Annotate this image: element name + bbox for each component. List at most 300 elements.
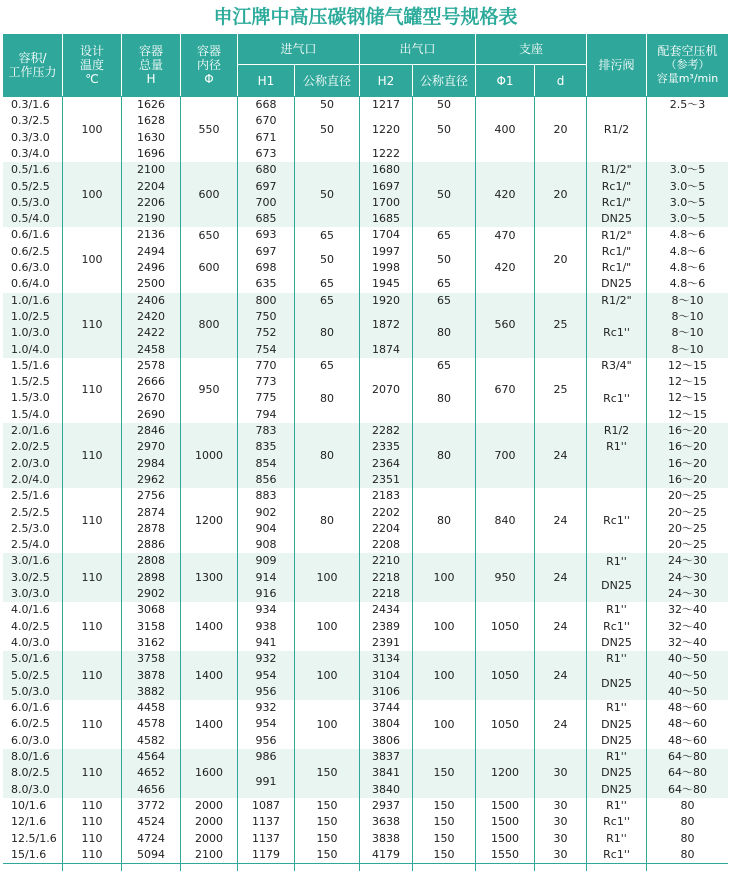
cell-h1: 680 [255, 163, 277, 177]
cell-diam: 600 [198, 261, 220, 275]
header-support: 支座 [476, 34, 586, 64]
cell-total-height: 4656 [137, 782, 165, 796]
column-separator [646, 96, 647, 871]
header-diameter-line2: 内径 [196, 58, 221, 72]
cell-compressor: 16～20 [668, 424, 707, 437]
cell-n1: 65 [320, 358, 334, 372]
column-separator [180, 96, 181, 871]
cell-compressor: 12～15 [668, 358, 707, 372]
cell-total-height: 2204 [137, 179, 165, 193]
cell-capacity-pressure: 2.5/2.5 [11, 505, 50, 519]
cell-total-height: 2962 [137, 472, 165, 486]
cell-phi: 400 [494, 122, 516, 136]
cell-capacity-pressure: 8.0/3.0 [11, 782, 50, 796]
cell-temp: 110 [81, 815, 103, 829]
header-compressor-unit: 容量m³/min [656, 72, 719, 85]
cell-d: 20 [553, 187, 568, 201]
cell-total-height: 2886 [137, 538, 165, 552]
cell-diam: 1400 [195, 619, 223, 633]
cell-h1: 770 [255, 358, 277, 372]
cell-drain: R1'' [606, 799, 627, 813]
cell-compressor: 64～80 [668, 782, 707, 796]
cell-total-height: 2670 [137, 391, 165, 405]
cell-compressor: 3.0～5 [669, 163, 706, 177]
cell-compressor: 12～15 [668, 375, 707, 389]
header-height-line2: 总量 [138, 58, 163, 72]
cell-capacity-pressure: 6.0/2.5 [11, 717, 50, 731]
cell-h1: 914 [255, 570, 277, 584]
cell-n1: 100 [316, 717, 338, 731]
cell-h1: 932 [255, 652, 277, 666]
cell-h1: 783 [255, 424, 277, 437]
cell-h1: 698 [255, 261, 277, 274]
cell-compressor: 80 [680, 847, 695, 861]
cell-h1: 854 [255, 456, 277, 470]
cell-compressor: 4.8～6 [669, 261, 706, 274]
cell-h1: 1087 [252, 798, 280, 812]
cell-n1: 50 [320, 98, 334, 112]
cell-total-height: 4458 [137, 701, 165, 715]
header-capacity-line2: 工作压力 [8, 65, 57, 79]
cell-compressor: 16～20 [668, 440, 707, 454]
header-inlet: 进气口 [238, 34, 359, 64]
cell-total-height: 3772 [137, 798, 165, 812]
cell-capacity-pressure: 1.0/4.0 [11, 342, 50, 356]
cell-h1: 794 [255, 407, 277, 421]
cell-compressor: 4.8～6 [669, 244, 706, 258]
cell-drain: DN25 [601, 733, 632, 747]
cell-h2: 1874 [372, 342, 400, 356]
cell-capacity-pressure: 0.6/1.6 [11, 228, 50, 242]
cell-h2: 3806 [372, 733, 400, 747]
cell-drain: Rc1/" [601, 261, 632, 275]
cell-temp: 100 [81, 122, 103, 136]
cell-drain: R1'' [606, 701, 627, 715]
header-temperature-line1: 设计 [79, 44, 104, 58]
column-separator [586, 96, 587, 871]
column-separator [534, 96, 535, 871]
cell-h1: 670 [255, 114, 277, 128]
cell-n2: 50 [437, 122, 451, 136]
cell-n2: 65 [437, 358, 451, 372]
cell-drain: Rc1/" [601, 244, 632, 258]
cell-n2: 65 [437, 228, 451, 242]
cell-h2: 2202 [372, 505, 400, 519]
cell-phi: 420 [494, 187, 516, 201]
cell-n1: 65 [320, 293, 334, 307]
cell-h2: 2282 [372, 424, 400, 437]
cell-h1: 883 [255, 489, 277, 503]
cell-phi: 1500 [491, 815, 519, 829]
cell-n1: 65 [320, 228, 334, 242]
cell-phi: 1050 [491, 717, 519, 731]
cell-drain: Rc1'' [603, 326, 630, 340]
cell-h2: 3638 [372, 815, 400, 829]
cell-total-height: 2898 [137, 570, 165, 584]
cell-temp: 100 [81, 253, 103, 266]
cell-total-height: 5094 [137, 847, 165, 861]
cell-n2: 50 [437, 187, 451, 201]
cell-d: 30 [553, 847, 568, 861]
cell-h1: 904 [255, 521, 277, 535]
cell-phi: 470 [494, 228, 516, 242]
cell-diam: 650 [198, 228, 220, 242]
cell-h2: 2208 [372, 538, 400, 552]
cell-n1: 80 [320, 513, 334, 527]
cell-h1: 697 [255, 179, 277, 193]
cell-capacity-pressure: 0.6/2.5 [11, 244, 50, 258]
header-temperature-line2: 温度 [79, 58, 104, 72]
cell-total-height: 1626 [137, 98, 165, 111]
cell-drain: R1'' [606, 603, 627, 617]
cell-n1: 100 [316, 570, 338, 584]
cell-h2: 1872 [372, 318, 400, 332]
column-separator [359, 96, 360, 871]
cell-total-height: 2578 [137, 358, 165, 372]
cell-h1: 685 [255, 212, 277, 226]
cell-compressor: 2.5～3 [669, 98, 706, 111]
cell-h1: 697 [255, 244, 277, 258]
cell-diam: 600 [198, 187, 220, 201]
cell-h2: 1920 [372, 293, 400, 307]
cell-temp: 110 [81, 513, 103, 527]
column-separator [237, 96, 238, 871]
cell-compressor: 80 [680, 798, 695, 812]
cell-compressor: 4.8～6 [669, 277, 706, 291]
cell-temp: 110 [81, 717, 103, 731]
cell-total-height: 2136 [137, 228, 165, 242]
cell-capacity-pressure: 8.0/2.5 [11, 766, 50, 780]
cell-h1: 1137 [252, 815, 280, 829]
cell-temp: 110 [81, 799, 103, 813]
column-separator [412, 96, 413, 871]
column-separator [62, 96, 63, 871]
cell-capacity-pressure: 1.0/2.5 [11, 309, 50, 323]
cell-total-height: 2406 [137, 293, 165, 307]
cell-h2: 2218 [372, 570, 400, 584]
cell-h2: 3104 [372, 668, 400, 682]
cell-temp: 110 [81, 448, 103, 462]
cell-total-height: 1628 [137, 114, 165, 128]
cell-h2: 3134 [372, 652, 400, 666]
cell-total-height: 3878 [137, 668, 165, 682]
cell-compressor: 40～50 [668, 652, 707, 666]
cell-capacity-pressure: 3.0/1.6 [11, 554, 50, 568]
cell-h1: 956 [255, 733, 277, 747]
cell-phi: 840 [494, 513, 516, 527]
cell-h1: 902 [255, 505, 277, 519]
cell-d: 24 [553, 619, 568, 633]
cell-h2: 1217 [372, 98, 400, 111]
cell-n1: 150 [316, 847, 338, 861]
header-diameter [181, 34, 237, 96]
cell-compressor: 3.0～5 [669, 179, 706, 193]
cell-h2: 2937 [372, 798, 400, 812]
cell-total-height: 1630 [137, 130, 165, 144]
cell-phi: 1200 [491, 766, 519, 780]
cell-drain: R1/2 [603, 424, 630, 438]
cell-phi: 1050 [491, 619, 519, 633]
cell-total-height: 2756 [137, 489, 165, 503]
cell-h1: 835 [255, 440, 277, 454]
cell-n2: 100 [433, 668, 455, 682]
cell-capacity-pressure: 10/1.6 [11, 798, 47, 812]
cell-drain: Rc1/" [601, 179, 632, 193]
cell-n1: 50 [320, 122, 334, 136]
cell-total-height: 2458 [137, 342, 165, 356]
cell-n2: 150 [433, 766, 455, 780]
cell-capacity-pressure: 1.5/4.0 [11, 407, 50, 421]
cell-h2: 4179 [372, 847, 400, 861]
header-drain: 排污阀 [587, 34, 646, 96]
cell-capacity-pressure: 8.0/1.6 [11, 750, 50, 763]
cell-diam: 1400 [195, 668, 223, 682]
cell-diam: 2100 [195, 847, 223, 861]
cell-d: 20 [553, 253, 568, 266]
cell-capacity-pressure: 1.5/2.5 [11, 375, 50, 389]
cell-phi: 420 [494, 261, 516, 275]
cell-total-height: 2422 [137, 326, 165, 340]
cell-drain: DN25 [601, 766, 632, 780]
cell-h1: 954 [255, 717, 277, 731]
cell-d: 24 [553, 717, 568, 731]
cell-diam: 2000 [195, 799, 223, 813]
cell-total-height: 4578 [137, 717, 165, 731]
cell-drain: R1'' [606, 554, 627, 568]
cell-n1: 80 [320, 391, 334, 405]
cell-n1: 50 [320, 187, 334, 201]
cell-compressor: 16～20 [668, 456, 707, 470]
cell-phi: 1050 [491, 668, 519, 682]
header-outlet: 出气口 [360, 34, 475, 64]
cell-total-height: 4724 [137, 831, 165, 845]
cell-drain: R1/2 [603, 122, 630, 136]
cell-capacity-pressure: 0.3/1.6 [11, 98, 50, 111]
cell-compressor: 8～10 [671, 293, 704, 307]
cell-temp: 110 [81, 383, 103, 397]
cell-total-height: 3882 [137, 684, 165, 698]
cell-total-height: 2690 [137, 407, 165, 421]
cell-h2: 2335 [372, 440, 400, 454]
cell-h2: 3841 [372, 766, 400, 780]
cell-d: 24 [553, 513, 568, 527]
cell-h1: 700 [255, 195, 277, 209]
cell-total-height: 4582 [137, 733, 165, 747]
cell-capacity-pressure: 2.0/1.6 [11, 424, 50, 437]
cell-total-height: 2190 [137, 212, 165, 226]
cell-n2: 100 [433, 570, 455, 584]
cell-capacity-pressure: 3.0/2.5 [11, 570, 50, 584]
cell-d: 24 [553, 448, 568, 462]
cell-diam: 2000 [195, 831, 223, 845]
cell-d: 25 [553, 383, 568, 397]
header-temperature [63, 34, 121, 96]
cell-capacity-pressure: 5.0/3.0 [11, 684, 50, 698]
cell-total-height: 3158 [137, 619, 165, 633]
header-height-line1: 容器 [138, 44, 163, 58]
cell-total-height: 2846 [137, 424, 165, 437]
cell-h2: 1945 [372, 277, 400, 291]
header-capacity-line1: 容积/ [18, 51, 47, 65]
header-diameter-line1: 容器 [196, 44, 221, 58]
header-h1: H1 [238, 65, 294, 96]
cell-n2: 100 [433, 717, 455, 731]
cell-capacity-pressure: 0.5/2.5 [11, 179, 50, 193]
column-separator [475, 96, 476, 871]
cell-compressor: 12～15 [668, 391, 707, 405]
cell-total-height: 4564 [137, 750, 165, 763]
header-height-symbol: H [146, 72, 156, 86]
cell-total-height: 2984 [137, 456, 165, 470]
cell-d: 30 [553, 831, 568, 845]
cell-compressor: 32～40 [668, 619, 707, 633]
cell-total-height: 3162 [137, 635, 165, 649]
cell-compressor: 8～10 [671, 309, 704, 323]
cell-compressor: 12～15 [668, 407, 707, 421]
cell-drain: Rc1'' [603, 847, 630, 861]
cell-n1: 50 [320, 253, 334, 266]
cell-h2: 1220 [372, 122, 400, 136]
cell-h2: 3804 [372, 717, 400, 731]
cell-h1: 752 [255, 326, 277, 340]
cell-drain: Rc1'' [603, 619, 630, 633]
cell-total-height: 2496 [137, 261, 165, 274]
cell-h2: 1697 [372, 179, 400, 193]
cell-h2: 2204 [372, 521, 400, 535]
header-h2: H2 [360, 65, 412, 96]
cell-compressor: 48～60 [668, 701, 707, 715]
cell-temp: 110 [81, 668, 103, 682]
cell-compressor: 64～80 [668, 766, 707, 780]
cell-compressor: 48～60 [668, 733, 707, 747]
cell-h2: 2434 [372, 603, 400, 617]
cell-h2: 1700 [372, 195, 400, 209]
cell-h2: 2070 [372, 383, 400, 397]
cell-phi: 560 [494, 318, 516, 332]
cell-phi: 950 [494, 570, 516, 584]
row-separator [3, 863, 728, 864]
cell-capacity-pressure: 4.0/1.6 [11, 603, 50, 617]
cell-n1: 150 [316, 799, 338, 813]
cell-n2: 65 [437, 277, 451, 291]
cell-diam: 1400 [195, 717, 223, 731]
cell-h1: 668 [255, 98, 277, 111]
cell-drain: R1'' [606, 440, 627, 454]
cell-h1: 941 [255, 635, 277, 649]
cell-compressor: 24～30 [668, 587, 707, 600]
cell-compressor: 3.0～5 [669, 195, 706, 209]
cell-h2: 1685 [372, 212, 400, 226]
cell-d: 30 [553, 766, 568, 780]
cell-h1: 693 [255, 228, 277, 242]
cell-h2: 1997 [372, 244, 400, 258]
cell-h2: 2218 [372, 587, 400, 600]
cell-capacity-pressure: 6.0/1.6 [11, 701, 50, 715]
cell-capacity-pressure: 5.0/1.6 [11, 652, 50, 666]
cell-h2: 1680 [372, 163, 400, 177]
cell-compressor: 8～10 [671, 326, 704, 340]
cell-total-height: 1696 [137, 146, 165, 160]
cell-total-height: 4652 [137, 766, 165, 780]
cell-compressor: 20～25 [668, 505, 707, 519]
cell-compressor: 20～25 [668, 538, 707, 552]
cell-total-height: 2808 [137, 554, 165, 568]
cell-h2: 3744 [372, 701, 400, 715]
cell-diam: 1600 [195, 766, 223, 780]
cell-h1: 934 [255, 603, 277, 617]
cell-diam: 1300 [195, 570, 223, 584]
cell-capacity-pressure: 2.5/1.6 [11, 489, 50, 503]
column-separator [294, 96, 295, 871]
cell-temp: 110 [81, 619, 103, 633]
cell-capacity-pressure: 0.5/3.0 [11, 195, 50, 209]
cell-compressor: 3.0～5 [669, 212, 706, 226]
cell-total-height: 2878 [137, 521, 165, 535]
cell-capacity-pressure: 2.0/2.5 [11, 440, 50, 454]
cell-temp: 100 [81, 187, 103, 201]
cell-total-height: 2494 [137, 244, 165, 258]
cell-h1: 673 [255, 146, 277, 160]
cell-capacity-pressure: 4.0/2.5 [11, 619, 50, 633]
cell-compressor: 80 [680, 815, 695, 829]
cell-h2: 2391 [372, 635, 400, 649]
cell-temp: 110 [81, 318, 103, 332]
cell-total-height: 2902 [137, 587, 165, 600]
cell-h2: 3838 [372, 831, 400, 845]
cell-drain: R1/2" [601, 293, 632, 307]
cell-compressor: 64～80 [668, 750, 707, 763]
cell-h1: 991 [255, 774, 277, 788]
cell-compressor: 20～25 [668, 521, 707, 535]
cell-h2: 1998 [372, 261, 400, 274]
cell-drain: R1'' [606, 831, 627, 845]
cell-compressor: 4.8～6 [669, 228, 706, 242]
cell-h1: 1137 [252, 831, 280, 845]
cell-drain: DN25 [601, 212, 632, 226]
cell-h2: 2183 [372, 489, 400, 503]
cell-drain: Rc1'' [603, 391, 630, 405]
page-title: 申江牌中高压碳钢储气罐型号规格表 [213, 6, 518, 28]
cell-phi: 1500 [491, 799, 519, 813]
cell-compressor: 80 [680, 831, 695, 845]
cell-n2: 80 [437, 326, 451, 340]
cell-diam: 1200 [195, 513, 223, 527]
cell-drain: R1'' [606, 750, 627, 764]
cell-capacity-pressure: 1.0/3.0 [11, 326, 50, 340]
cell-h2: 3840 [372, 782, 400, 796]
cell-h1: 956 [255, 684, 277, 698]
cell-compressor: 48～60 [668, 717, 707, 731]
header-nominal1: 公称直径 [295, 65, 359, 96]
cell-h1: 856 [255, 472, 277, 486]
cell-capacity-pressure: 1.5/3.0 [11, 391, 50, 405]
cell-drain: DN25 [601, 782, 632, 796]
header-nominal2: 公称直径 [413, 65, 475, 96]
cell-n2: 150 [433, 799, 455, 813]
cell-compressor: 24～30 [668, 554, 707, 568]
cell-drain: Rc1'' [603, 513, 630, 527]
cell-total-height: 3068 [137, 603, 165, 617]
cell-capacity-pressure: 6.0/3.0 [11, 733, 50, 747]
cell-h2: 2210 [372, 554, 400, 568]
cell-capacity-pressure: 0.3/3.0 [11, 130, 50, 144]
cell-diam: 2000 [195, 815, 223, 829]
cell-n1: 80 [320, 326, 334, 340]
cell-h2: 2364 [372, 456, 400, 470]
cell-n1: 150 [316, 831, 338, 845]
cell-drain: R1/2" [601, 228, 632, 242]
cell-temp: 110 [81, 570, 103, 584]
